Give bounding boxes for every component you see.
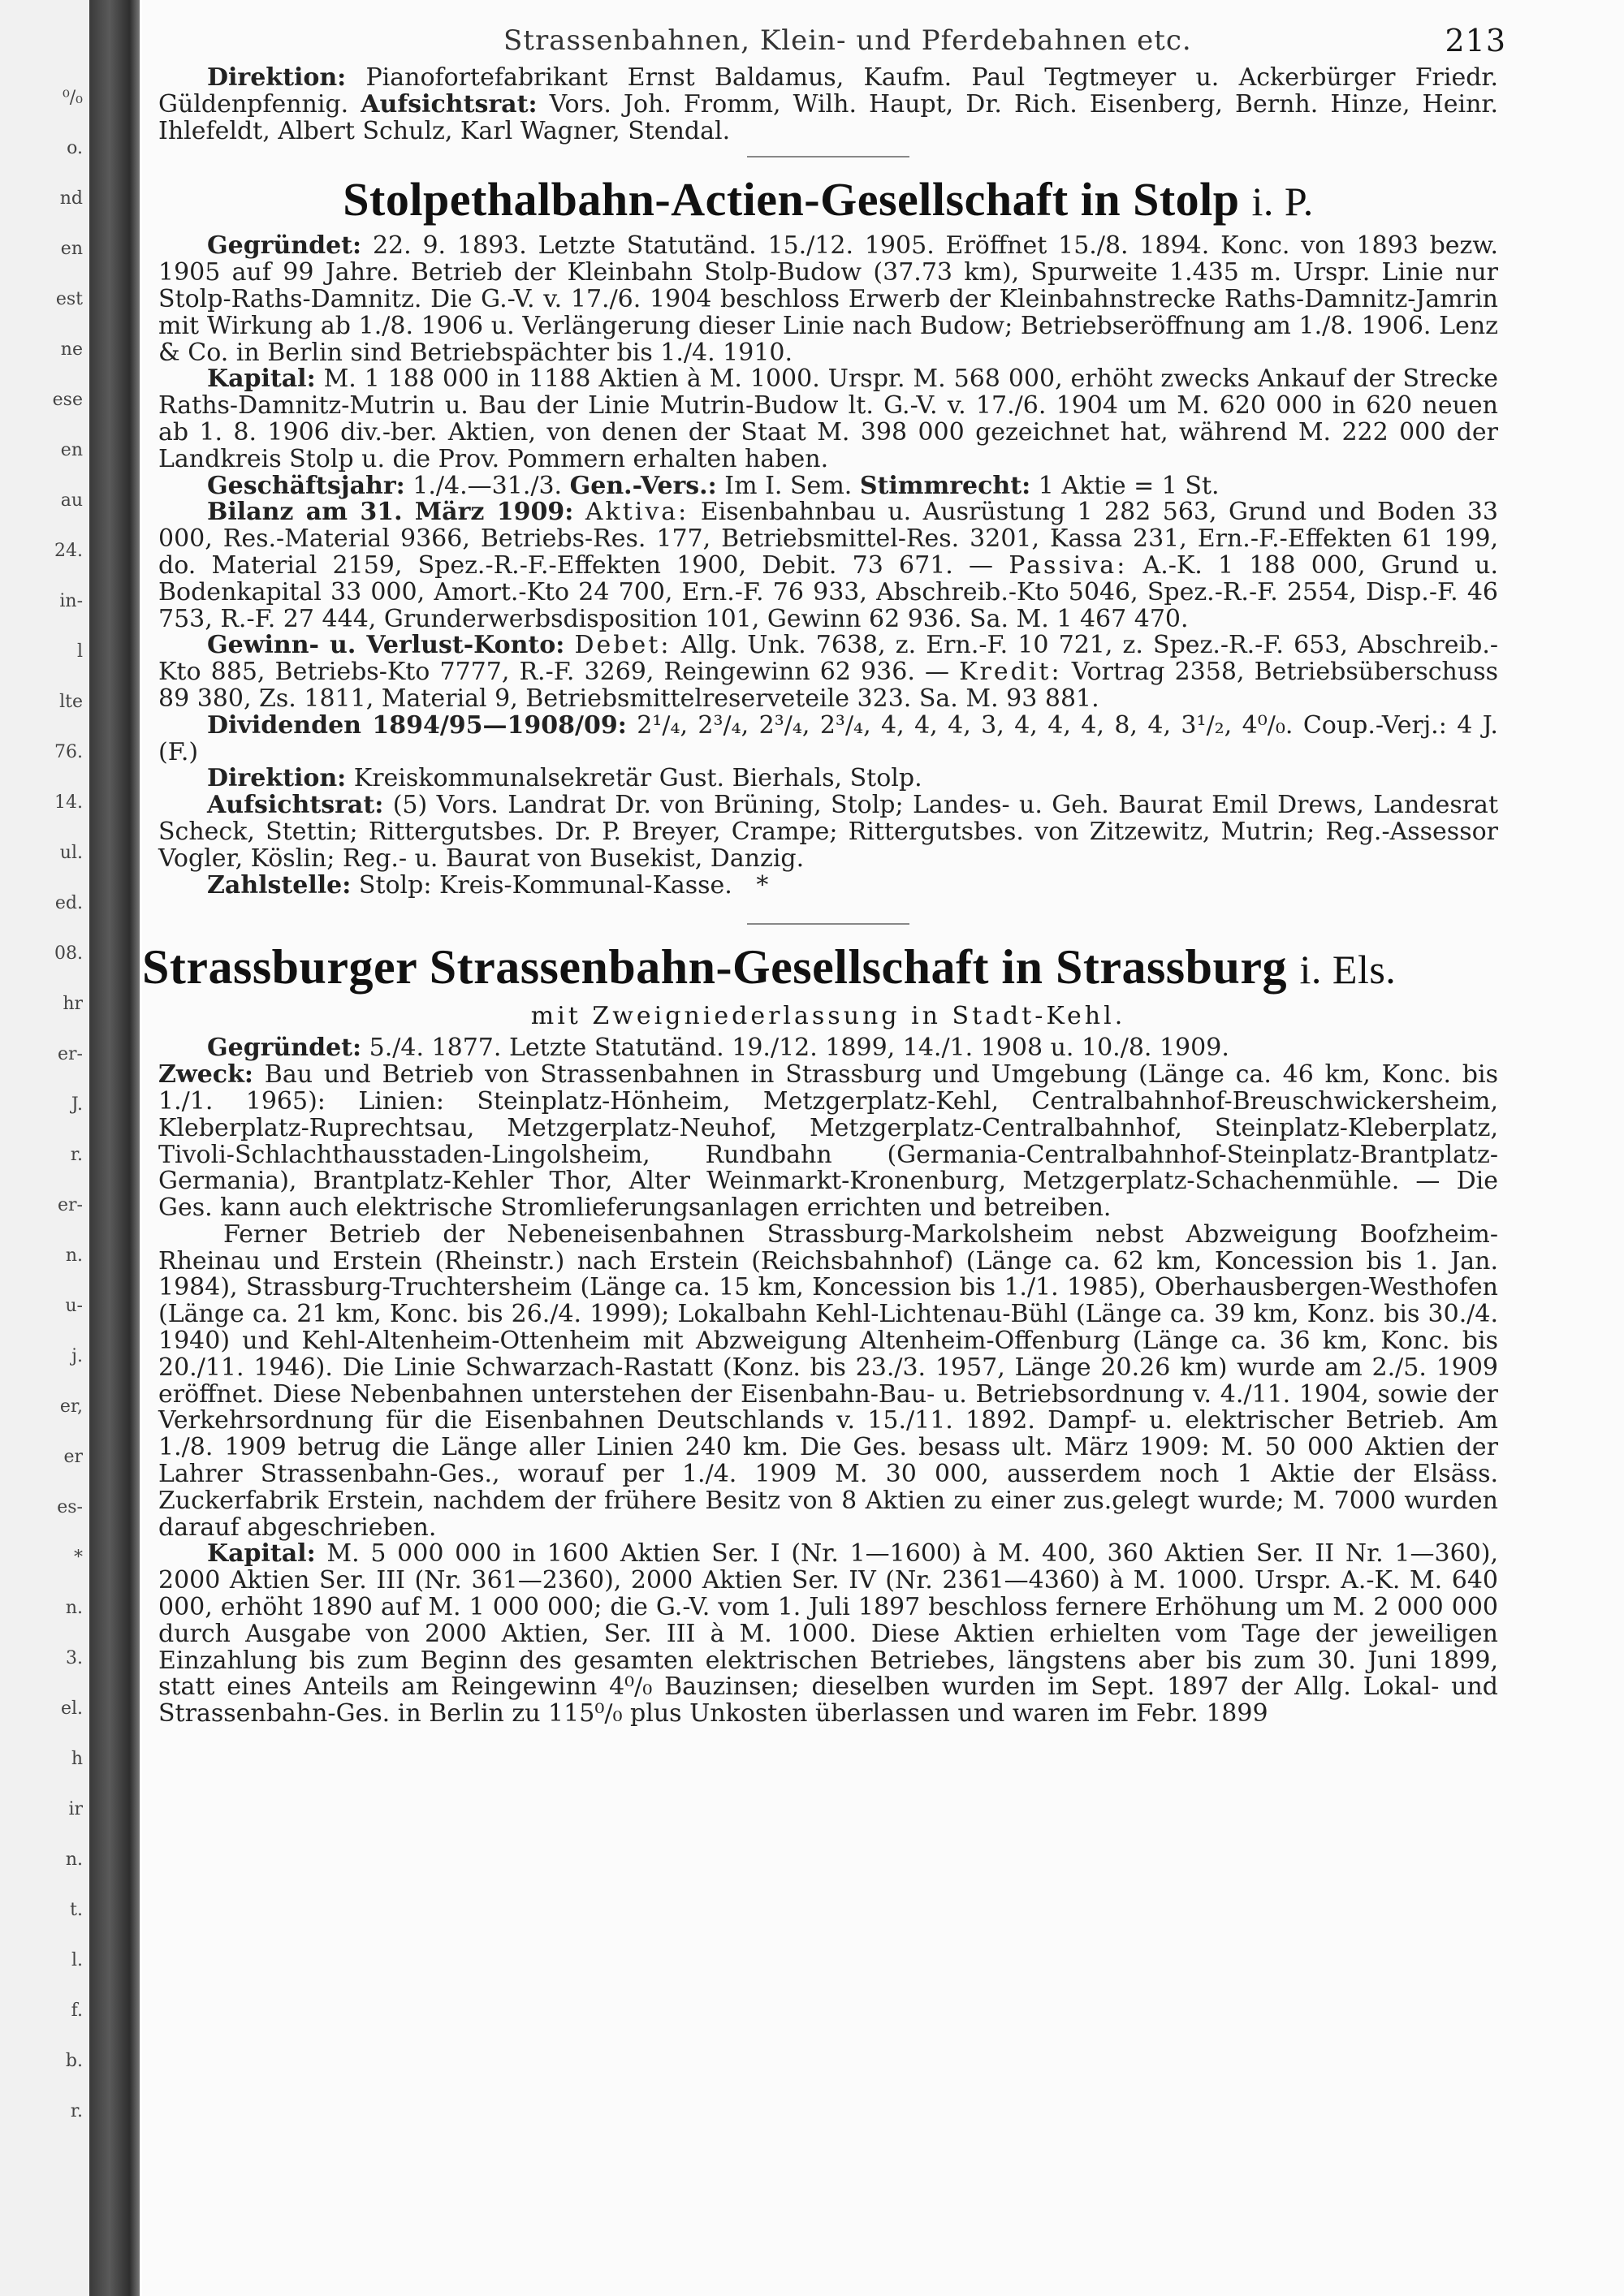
left-margin-fragment: en xyxy=(60,440,83,460)
left-margin-fragment: 3. xyxy=(66,1648,83,1668)
page-content xyxy=(142,16,1506,1728)
left-margin-fragment: lte xyxy=(59,692,83,712)
founded-label: Gegründet: xyxy=(207,231,362,261)
section-divider xyxy=(747,156,909,158)
direction-label: Direktion: xyxy=(207,764,347,793)
left-margin-fragment: f. xyxy=(71,2000,83,2021)
founded-label: Gegründet: xyxy=(207,1034,362,1063)
left-margin-fragment: hr xyxy=(63,994,83,1014)
left-margin-fragment: 08. xyxy=(54,943,83,964)
fiscal-text: 1./4.—31./3. xyxy=(412,471,563,500)
founded-text: 5./4. 1877. Letzte Statutänd. 19./12. 1899, 14./1. 1908 u. 10./8. 1909. xyxy=(369,1034,1229,1063)
entry-strassburger-strassenbahn xyxy=(142,939,1498,1728)
left-margin-fragment: nd xyxy=(59,188,83,209)
page xyxy=(142,0,1624,2296)
capital-paragraph xyxy=(158,366,1498,473)
fiscal-label: Geschäftsjahr: xyxy=(207,471,405,500)
left-margin-fragment: * xyxy=(74,1547,83,1568)
dividends-paragraph xyxy=(158,710,1498,766)
left-margin-fragment: ese xyxy=(52,390,83,410)
page-number: 213 xyxy=(1445,23,1506,58)
paying-agent-paragraph xyxy=(158,870,1498,900)
left-margin-fragment: r. xyxy=(70,1145,83,1165)
left-margin-fragment: est xyxy=(55,289,83,309)
purpose-paragraph xyxy=(158,1062,1498,1222)
fiscal-paragraph xyxy=(158,473,1498,500)
left-margin-fragment: en xyxy=(60,239,83,259)
profit-loss-paragraph xyxy=(158,632,1498,712)
left-margin-fragment: er- xyxy=(58,1044,83,1064)
previous-entry-tail xyxy=(158,65,1498,145)
liabilities-text: A.-K. 1 188 000, Grund u. Bodenkapital 33 000, Amort.-Kto 24 700, Ern.-F. 76 933, Abschreib.-Kto 5046, Spez.-R.-F. 2554, Disp.-F. 46 753, R.-F. 27 444, Grunderwerbsdisposition 101, Gewinn 62 936. Sa. M. 1 467 470. xyxy=(158,550,1499,633)
company-name: Stolpethalbahn-Actien-Gesellschaft in Stolp xyxy=(343,173,1240,227)
capital-text: M. 1 188 000 in 1188 Aktien à M. 1000. Urspr. M. 568 000, erhöht zwecks Ankauf der Strecke Raths-Damnitz-Mutrin u. Bau der Linie Mutrin-Budow lt. G.-V. v. 17./6. 1904 um M. 620 000 in 620 neuen ab 1. 8. 1906 div.-ber. Aktien, von denen der Staat M. 398 000 gezeichnet hat, während M. 222 000 der Landkreis Stolp u. die Prov. Pommern erhalten haben. xyxy=(158,365,1498,473)
balance-paragraph xyxy=(158,499,1498,632)
left-margin-fragment: in- xyxy=(59,591,83,611)
left-margin-fragment: o. xyxy=(67,138,83,158)
dividends-text: 2¹/₄, 2³/₄, 2³/₄, 2³/₄, 4, 4, 4, 3, 4, 4, 4, 8, 4, 3¹/₂, 4⁰/₀. Coup.-Verj.: 4 J. (F.) xyxy=(158,710,1498,766)
left-margin-fragment: 14. xyxy=(54,792,83,813)
left-margin-fragment: el. xyxy=(60,1698,83,1719)
debit-label: Debet: xyxy=(574,631,672,660)
left-margin-fragment: ed. xyxy=(54,893,83,913)
left-margin-fragment: ⁰/₀ xyxy=(62,88,83,108)
left-margin-fragment: b. xyxy=(65,2051,83,2071)
left-margin-fragment: l xyxy=(76,641,83,662)
direction-text: Kreiskommunalsekretär Gust. Bierhals, Stolp. xyxy=(353,764,922,793)
debit-text: Allg. Unk. 7638, z. Ern.-F. 10 721, z. Spez.-R.-F. 653, Abschreib.-Kto 885, Betriebs-Kto 7777, R.-F. 3269, Reingewinn 62 936. — xyxy=(158,631,1498,687)
capital-label: Kapital: xyxy=(207,365,316,394)
left-margin-fragment: l. xyxy=(71,1950,83,1970)
running-header-title: Strassenbahnen, Klein- und Pferdebahnen etc. xyxy=(503,24,1192,57)
paying-agent-label: Zahlstelle: xyxy=(207,870,352,900)
capital-label: Kapital: xyxy=(207,1539,316,1569)
credit-label: Kredit: xyxy=(959,658,1062,687)
board-label: Aufsichtsrat: xyxy=(207,791,384,820)
left-margin-fragment: r. xyxy=(70,2101,83,2121)
profit-loss-label: Gewinn- u. Verlust-Konto: xyxy=(207,631,565,660)
left-margin-fragment: J. xyxy=(71,1094,83,1115)
left-margin-fragment: t. xyxy=(70,1900,83,1920)
general-meeting-text: Im I. Sem. xyxy=(724,471,853,500)
left-margin-fragment: j. xyxy=(71,1346,83,1366)
left-margin-fragment: h xyxy=(71,1749,83,1769)
previous-entry-paragraph xyxy=(158,65,1498,145)
paying-agent-text: Stolp: Kreis-Kommunal-Kasse. xyxy=(358,870,732,900)
left-margin-fragment: n. xyxy=(65,1598,83,1618)
credit-text: Vortrag 2358, Betriebsüberschuss 89 380, Zs. 1811, Material 9, Betriebsmittelreserveteile 323. Sa. M. 93 881. xyxy=(158,658,1498,713)
board-text: (5) Vors. Landrat Dr. von Brüning, Stolp; Landes- u. Geh. Baurat Emil Drews, Landesrat Scheck, Stettin; Rittergutsbes. Dr. P. Breyer, Crampe; Rittergutsbes. von Zitzewitz, Mutrin; Reg.-Assessor Vogler, Köslin; Reg.- u. Baurat von Busekist, Danzig. xyxy=(158,791,1498,873)
previous-page-edge xyxy=(0,0,89,2296)
capital-paragraph xyxy=(158,1541,1498,1728)
company-name: Strassburger Strassenbahn-Gesellschaft in Strassburg xyxy=(142,940,1288,995)
book-gutter xyxy=(89,0,140,2296)
board-label: Aufsichtsrat: xyxy=(361,89,538,119)
entry-stolpethalbahn xyxy=(158,172,1498,899)
company-title xyxy=(158,172,1498,227)
founded-text: 22. 9. 1893. Letzte Statutänd. 15./12. 1905. Eröffnet 15./8. 1894. Konc. von 1893 bezw. 1905 auf 99 Jahre. Betrieb der Kleinbahn Stolp-Budow (37.73 km), Spurweite 1.435 m. Urspr. Linie nur Stolp-Raths-Damnitz. Die G.-V. v. 17./6. 1904 beschloss Erwerb der Kleinbahnstrecke Raths-Damnitz-Jamrin mit Wirkung ab 1./8. 1906 u. Verlängerung dieser Linie nach Budow; Betriebseröffnung am 1./8. 1906. Lenz & Co. in Berlin sind Betriebspächter bis 1./4. 1910. xyxy=(158,231,1498,367)
board-text: Vors. Joh. Fromm, Wilh. Haupt, Dr. Rich. Eisenberg, Bernh. Hinze, Heinr. Ihlefeldt, Albert Schulz, Karl Wagner, Stendal. xyxy=(158,89,1498,145)
balance-label: Bilanz am 31. März 1909: xyxy=(207,498,574,527)
further-operations-paragraph: Ferner Betrieb der Nebeneisenbahnen Strassburg-Markolsheim nebst Abzweigung Boofzheim-Rheinau und Erstein (Rheinstr.) nach Erstein (Reichsbahnhof) (Länge ca. 62 km, Koncession bis 1. Jan. 1984), Strassburg-Truchtersheim (Länge ca. 15 km, Koncession bis 1./1. 1985), Oberhausbergen-Westhofen (Länge ca. 21 km, Konc. bis 26./4. 1999); Lokalbahn Kehl-Lichtenau-Bühl (Länge ca. 39 km, Konz. bis 30./4. 1940) und Kehl-Altenheim-Ottenheim mit Abzweigung Altenheim-Offenburg (Länge ca. 36 km, Konc. bis 20./11. 1946). Die Linie Schwarzach-Rastatt (Konz. bis 23./3. 1957, Länge 20.26 km) wurde am 2./5. 1909 eröffnet. Diese Nebenbahnen unterstehen der Eisenbahn-Bau- u. Betriebsordnung v. 4./11. 1904, sowie der Verkehrsordnung für die Eisenbahnen Deutschlands v. 15./11. 1892. Dampf- u. elektrischer Betrieb. Am 1./8. 1909 betrug die Länge aller Linien 240 km. Die Ges. besass ult. März 1909: M. 50 000 Aktien der Lahrer Strassenbahn-Ges., worauf per 1./4. 1909 M. 30 000, ausserdem noch 1 Aktie der Elsäss. Zuckerfabrik Erstein, nachdem der frühere Besitz von 8 Aktien zu einer zus.gelegt wurde; M. 7000 wurden darauf abgeschrieben. xyxy=(158,1219,1498,1542)
company-subtitle: mit Zweigniederlassung in Stadt-Kehl. xyxy=(530,1002,1126,1031)
left-margin-fragment: er, xyxy=(59,1396,83,1417)
left-margin-fragment: er- xyxy=(58,1195,83,1215)
company-title xyxy=(142,939,1498,995)
left-margin-fragment: n. xyxy=(65,1849,83,1870)
asterisk-mark: * xyxy=(756,870,769,900)
voting-text: 1 Aktie = 1 St. xyxy=(1038,471,1220,500)
left-margin-fragment: ul. xyxy=(59,843,83,863)
founded-paragraph xyxy=(158,233,1498,366)
running-header xyxy=(158,16,1506,65)
general-meeting-label: Gen.-Vers.: xyxy=(569,471,717,500)
direction-paragraph xyxy=(158,766,1498,792)
direction-label: Direktion: xyxy=(207,63,347,92)
purpose-label: Zweck: xyxy=(158,1060,253,1090)
purpose-text: Bau und Betrieb von Strassenbahnen in Strassburg und Umgebung (Länge ca. 46 km, Konc. bis 1./1. 1965): Linien: Steinplatz-Hönheim, Metzgerplatz-Kehl, Centralbahnhof-Breuschwickersheim, Kleberplatz-Ruprechtsau, Metzgerplatz-Neuhof, Metzgerplatz-Centralbahnhof, Steinplatz-Kleberplatz, Tivoli-Schlachthausstaden-Lingolsheim, Rundbahn (Germania-Centralbahnhof-Steinplatz-Brantplatz-Germania), Brantplatz-Kehler Thor, Alter Weinmarkt-Kronenburg, Metzgerplatz-Schachenmühle. — Die Ges. kann auch elektrische Stromlieferungsanlagen errichten und betreiben. xyxy=(158,1060,1498,1223)
left-margin-fragment: 76. xyxy=(54,742,83,762)
left-margin-fragment: au xyxy=(60,490,83,511)
company-place: i. Els. xyxy=(1299,947,1397,993)
left-margin-fragment: ne xyxy=(60,339,83,360)
assets-text: Eisenbahnbau u. Ausrüstung 1 282 563, Grund und Boden 33 000, Res.-Material 9366, Betriebs-Res. 177, Betriebsmittel-Res. 3201, Kassa 231, Ern.-F.-Effekten 61 199, do. Material 2159, Spez.-R.-F.-Effekten 1900, Debit. 73 671. — xyxy=(158,498,1498,580)
liabilities-label: Passiva: xyxy=(1009,550,1128,580)
left-margin-fragment: er xyxy=(63,1447,83,1467)
left-margin-fragment: u- xyxy=(65,1296,83,1316)
dividends-label: Dividenden 1894/95—1908/09: xyxy=(207,710,627,740)
board-paragraph xyxy=(158,792,1498,872)
left-margin-fragment: ir xyxy=(68,1799,83,1819)
voting-label: Stimmrecht: xyxy=(859,471,1031,500)
assets-label: Aktiva: xyxy=(585,498,689,527)
capital-text: M. 5 000 000 in 1600 Aktien Ser. I (Nr. 1—1600) à M. 400, 360 Aktien Ser. II Nr. 1—360), 2000 Aktien Ser. III (Nr. 361—2360), 2000 Aktien Ser. IV (Nr. 2361—4360) à M. 1000. Urspr. A.-K. M. 640 000, erhöht 1890 auf M. 1 000 000; die G.-V. vom 1. Juli 1897 beschloss fernere Erhöhung um M. 2 000 000 durch Ausgabe von 2000 Aktien, Ser. III à M. 1000. Diese Aktien erhielten vom Tage der jeweiligen Einzahlung bis zum Beginn des gesamten elektrischen Betriebes, längstens aber bis zum 30. Juni 1899, statt eines Anteils am Reingewinn 4⁰/₀ Bauzinsen; dieselben wurden im Sept. 1897 der Allg. Lokal- und Strassenbahn-Ges. in Berlin zu 115⁰/₀ plus Unkosten überlassen und waren im Febr. 1899 xyxy=(158,1539,1498,1728)
section-divider xyxy=(747,923,909,925)
left-margin-fragment: es- xyxy=(57,1497,83,1517)
left-margin-fragment: 24. xyxy=(54,541,83,561)
left-margin-fragment: n. xyxy=(65,1245,83,1266)
founded-paragraph xyxy=(158,1035,1498,1062)
company-place: i. P. xyxy=(1251,179,1314,225)
direction-text: Pianofortefabrikant Ernst Baldamus, Kaufm. Paul Tegtmeyer u. Ackerbürger Friedr. Güldenpfennig. xyxy=(158,63,1499,119)
